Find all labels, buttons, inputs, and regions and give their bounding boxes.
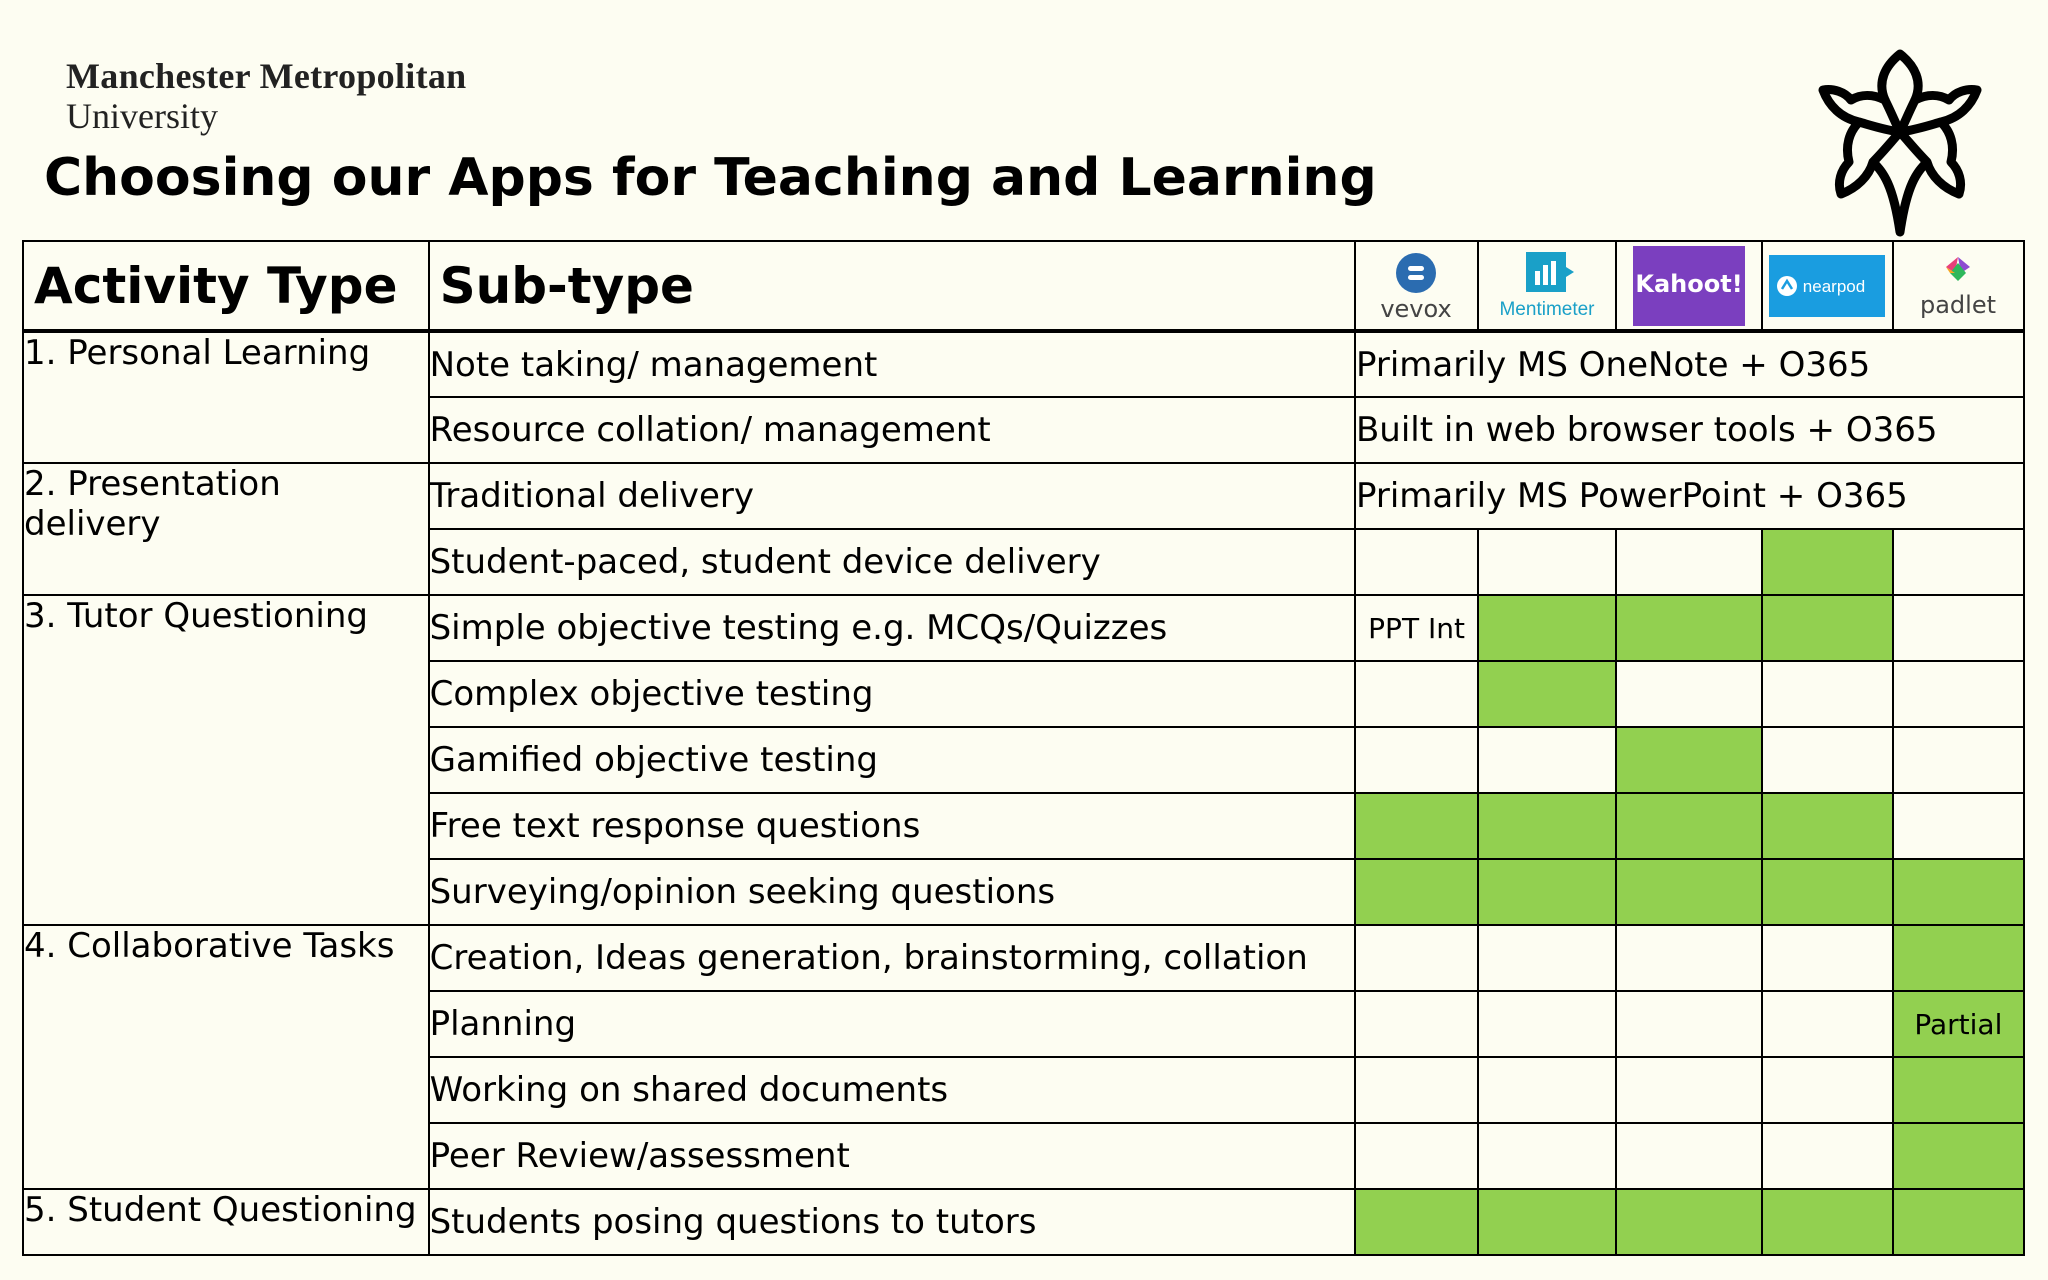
recommended-tool-note: Primarily MS OneNote + O365 <box>1355 331 2024 397</box>
app-support-cell-vevox <box>1355 727 1478 793</box>
app-support-cell-nearpod <box>1762 793 1893 859</box>
table-row <box>23 925 2024 991</box>
app-support-cell-vevox <box>1355 1057 1478 1123</box>
app-support-cell-padlet <box>1893 661 2024 727</box>
sub-type-cell: Gamified objective testing <box>429 727 1355 793</box>
app-support-cell-nearpod <box>1762 1123 1893 1189</box>
app-support-cell-kahoot <box>1616 925 1761 991</box>
sub-type-cell: Planning <box>429 991 1355 1057</box>
sub-type-cell: Working on shared documents <box>429 1057 1355 1123</box>
table-body <box>23 331 2024 1255</box>
sub-type-cell: Simple objective testing e.g. MCQs/Quizzes <box>429 595 1355 661</box>
activity-type-cell: 2. Presentation delivery <box>23 463 429 595</box>
app-support-cell-vevox <box>1355 859 1478 925</box>
mentimeter-icon <box>1482 249 1612 323</box>
app-support-cell-nearpod <box>1762 595 1893 661</box>
app-support-cell-padlet <box>1893 595 2024 661</box>
table-row <box>23 595 2024 661</box>
sub-type-cell: Resource collation/ management <box>429 397 1355 463</box>
app-support-cell-padlet <box>1893 727 2024 793</box>
mentimeter-logo-text: Mentimeter <box>1499 298 1595 320</box>
app-support-cell-padlet <box>1893 1123 2024 1189</box>
app-support-cell-padlet <box>1893 925 2024 991</box>
app-support-cell-vevox <box>1355 793 1478 859</box>
sub-type-header: Sub-type <box>429 241 1355 331</box>
app-support-cell-nearpod <box>1762 727 1893 793</box>
table-row <box>23 331 2024 397</box>
activity-type-cell: 1. Personal Learning <box>23 331 429 463</box>
padlet-logo-cell <box>1893 241 2024 331</box>
cell-annotation: PPT Int <box>1368 611 1465 645</box>
app-support-cell-mentimeter <box>1478 661 1616 727</box>
university-name-line1: Manchester Metropolitan <box>66 56 467 96</box>
apps-comparison-table <box>22 240 2025 1256</box>
app-support-cell-nearpod <box>1762 661 1893 727</box>
app-support-cell-kahoot <box>1616 727 1761 793</box>
app-support-cell-mentimeter <box>1478 1057 1616 1123</box>
mentimeter-logo-cell <box>1478 241 1616 331</box>
kahoot-logo-cell <box>1616 241 1761 331</box>
app-support-cell-padlet <box>1893 1057 2024 1123</box>
app-support-cell-padlet <box>1893 529 2024 595</box>
app-support-cell-mentimeter <box>1478 595 1616 661</box>
app-support-cell-vevox <box>1355 1123 1478 1189</box>
app-support-cell-vevox <box>1355 1189 1478 1255</box>
app-support-cell-mentimeter <box>1478 529 1616 595</box>
app-support-cell-kahoot <box>1616 529 1761 595</box>
sub-type-cell: Student-paced, student device delivery <box>429 529 1355 595</box>
university-wordmark <box>66 56 467 136</box>
padlet-icon <box>1903 249 2013 323</box>
recommended-tool-note: Primarily MS PowerPoint + O365 <box>1355 463 2024 529</box>
cell-annotation: Partial <box>1914 1007 2003 1041</box>
table-header-row <box>23 241 2024 331</box>
sub-type-cell: Peer Review/assessment <box>429 1123 1355 1189</box>
app-support-cell-nearpod <box>1762 529 1893 595</box>
app-support-cell-mentimeter <box>1478 1123 1616 1189</box>
app-support-cell-kahoot <box>1616 793 1761 859</box>
activity-type-header: Activity Type <box>23 241 429 331</box>
university-name-line2: University <box>66 96 218 136</box>
nearpod-logo-cell <box>1762 241 1893 331</box>
kahoot-logo-text: Kahoot! <box>1635 269 1743 298</box>
sub-type-cell: Creation, Ideas generation, brainstorming, collation <box>429 925 1355 991</box>
page-title: Choosing our Apps for Teaching and Learning <box>44 148 1377 208</box>
app-support-cell-mentimeter <box>1478 793 1616 859</box>
table-row <box>23 1189 2024 1255</box>
app-support-cell-mentimeter <box>1478 925 1616 991</box>
app-support-cell-kahoot <box>1616 1057 1761 1123</box>
app-support-cell-padlet <box>1893 1189 2024 1255</box>
university-crest-icon <box>1815 48 1985 238</box>
table-row <box>23 463 2024 529</box>
app-support-cell-mentimeter <box>1478 1189 1616 1255</box>
recommended-tool-note: Built in web browser tools + O365 <box>1355 397 2024 463</box>
app-support-cell-nearpod <box>1762 925 1893 991</box>
app-support-cell-nearpod <box>1762 1057 1893 1123</box>
app-support-cell-mentimeter <box>1478 991 1616 1057</box>
padlet-logo-text: padlet <box>1920 290 1997 319</box>
sub-type-cell: Free text response questions <box>429 793 1355 859</box>
app-support-cell-vevox <box>1355 991 1478 1057</box>
nearpod-icon <box>1769 255 1885 317</box>
app-support-cell-nearpod <box>1762 859 1893 925</box>
app-support-cell-kahoot <box>1616 661 1761 727</box>
sub-type-cell: Note taking/ management <box>429 331 1355 397</box>
sub-type-cell: Surveying/opinion seeking questions <box>429 859 1355 925</box>
sub-type-cell: Students posing questions to tutors <box>429 1189 1355 1255</box>
app-support-cell-padlet <box>1893 859 2024 925</box>
app-support-cell-kahoot <box>1616 1189 1761 1255</box>
app-support-cell-mentimeter <box>1478 859 1616 925</box>
app-support-cell-padlet <box>1893 793 2024 859</box>
app-support-cell-nearpod <box>1762 1189 1893 1255</box>
app-support-cell-nearpod <box>1762 991 1893 1057</box>
vevox-logo-cell <box>1355 241 1478 331</box>
app-support-cell-vevox <box>1355 529 1478 595</box>
app-support-cell-vevox <box>1355 925 1478 991</box>
activity-type-cell: 4. Collaborative Tasks <box>23 925 429 1189</box>
app-support-cell-vevox <box>1355 661 1478 727</box>
app-support-cell-mentimeter <box>1478 727 1616 793</box>
app-support-cell-kahoot <box>1616 1123 1761 1189</box>
app-support-cell-padlet <box>1893 991 2024 1057</box>
sub-type-cell: Traditional delivery <box>429 463 1355 529</box>
nearpod-logo-text: nearpod <box>1802 276 1866 296</box>
vevox-icon <box>1359 249 1474 323</box>
app-support-cell-kahoot <box>1616 859 1761 925</box>
activity-type-cell: 5. Student Questioning <box>23 1189 429 1255</box>
activity-type-cell: 3. Tutor Questioning <box>23 595 429 925</box>
kahoot-icon <box>1633 246 1745 326</box>
app-support-cell-kahoot <box>1616 595 1761 661</box>
app-support-cell-kahoot <box>1616 991 1761 1057</box>
vevox-logo-text: vevox <box>1380 294 1452 323</box>
sub-type-cell: Complex objective testing <box>429 661 1355 727</box>
app-support-cell-vevox <box>1355 595 1478 661</box>
